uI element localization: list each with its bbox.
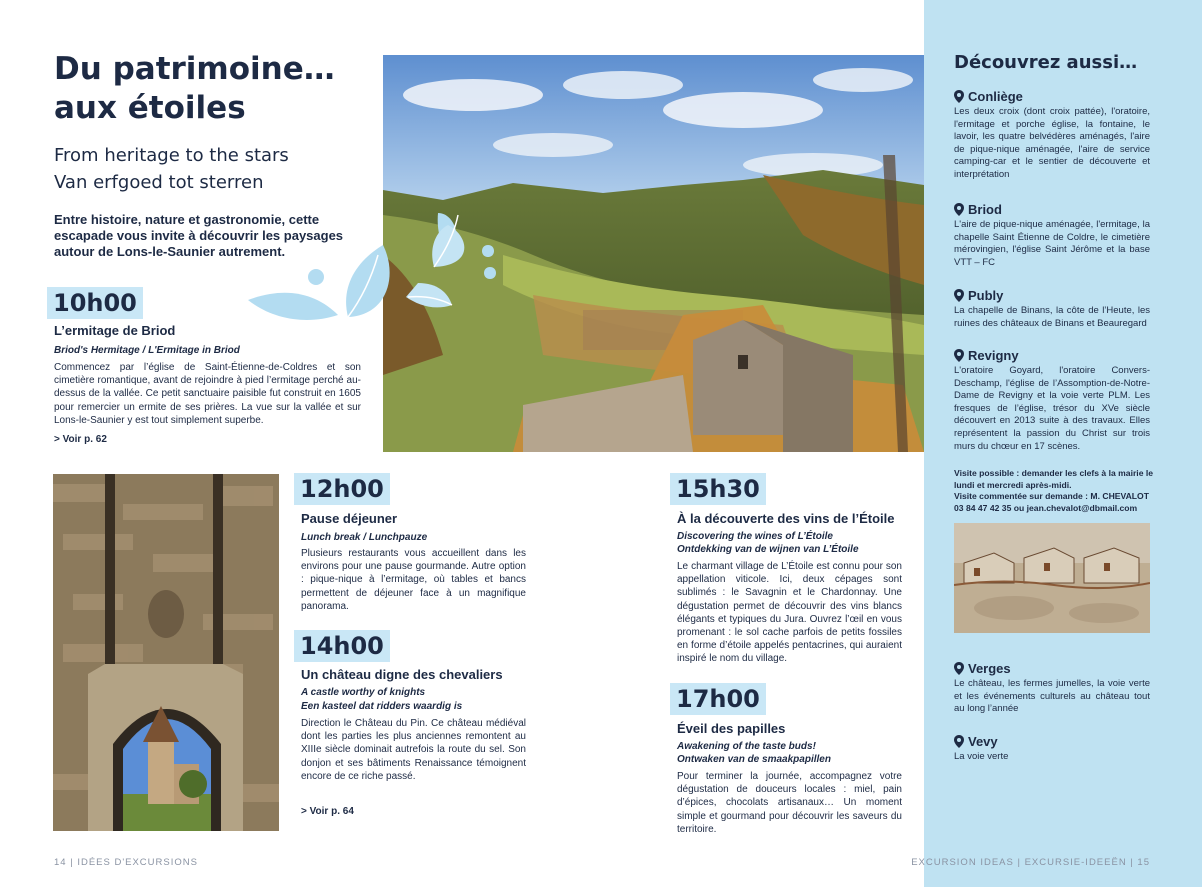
stop-description: Commencez par l’église de Saint-Étienne-de-Coldres et son cimetière romantique, avant de rejoindre à pied l’ermitage perché au-dessus de la vallée. Ce petit sanctuaire paisible fut construit en 1605 pour remercier un ermite de ses prières. La vue sur la vallée et sur Lons-le-Saunier y est tout simplement superbe. <box>54 362 361 426</box>
visit-keys: Visite possible : demander les clefs à la mairie le lundi et mercredi après-midi. <box>954 468 1154 490</box>
place-vevy <box>954 734 1150 764</box>
place-description: Les deux croix (dont croix pattée), l'oratoire, l'ermitage et porche église, la fontaine, le lavoir, les quatre belvédères aménagés, l'aire de pique-nique aménagée, l'aire de service camping-car et le sentier de découverte et interprétation <box>954 106 1150 180</box>
place-name: Conliège <box>968 89 1023 104</box>
place-name: Vevy <box>968 734 998 749</box>
time-badge-10h00: 10h00 <box>47 287 143 319</box>
place-name: Revigny <box>968 348 1019 363</box>
location-pin-icon <box>954 90 964 103</box>
location-pin-icon <box>954 289 964 302</box>
place-description: Le château, les fermes jumelles, la voie verte et les événements culturels au château tout au long l’année <box>954 678 1150 715</box>
place-publy <box>954 288 1150 330</box>
place-verges <box>954 661 1150 716</box>
stop-subtitle: A castle worthy of knights <box>301 687 426 698</box>
visit-contact: 03 84 47 42 35 ou jean.chevalot@dbmail.com <box>954 502 1138 513</box>
stop-description: Direction le Château du Pin. Ce château médiéval dont les parties les plus anciennes remontent au XIIIe siècle dominait autrefois la route du sel. Son donjon et ses bâtiments Renaissance témoignent encore de ce riche passé. <box>301 718 526 782</box>
stop-description: Plusieurs restaurants vous accueillent dans les environs pour une pause gourmande. Autre option : pique-nique à l’ermitage, où tables et bancs permettent de déjeuner face à un magnifique panorama. <box>301 548 526 612</box>
stop-title: Pause déjeuner <box>301 511 398 526</box>
place-description: La chapelle de Binans, la côte de l’Heute, les ruines des châteaux de Binans et Beauregard <box>954 305 1150 329</box>
visit-info <box>954 468 1154 514</box>
stop-title: Un château digne des chevaliers <box>301 667 503 682</box>
visit-guided: Visite commentée sur demande : M. CHEVALOT <box>954 491 1149 501</box>
stop-subtitle: Lunch break / Lunchpauze <box>301 532 428 543</box>
fresco-photo <box>954 523 1150 633</box>
place-name: Briod <box>968 202 1002 217</box>
footer-left: 14 | IDÉES D'EXCURSIONS <box>54 857 198 868</box>
location-pin-icon <box>954 662 964 675</box>
place-description: L'aire de pique-nique aménagée, l'ermitage, la chapelle Saint Étienne de Coldre, le cimetière mérovingien, l'église Saint Jérôme et la base VTT – FC <box>954 219 1150 268</box>
time-badge-15h30: 15h30 <box>670 473 766 505</box>
place-revigny <box>954 348 1150 453</box>
page-title: Du patrimoine… aux étoiles <box>54 51 335 126</box>
stop-subtitle-nl: Ontdekking van de wijnen van L’Étoile <box>677 544 859 555</box>
stop-description: Le charmant village de L’Étoile est connu pour son appellation viticole. Ici, deux cépages sont sublimés : le Savagnin et le Chardonnay. Une dégustation permet de découvrir des vins blancs élégants et typiques du Jura. Ouvrez l’œil en vous promenant : le sol cache parfois de petits fossiles en forme d’étoile appelés pentacrines, qui auraient inspiré le nom du village. <box>677 561 902 665</box>
subtitle-en: From heritage to the stars <box>54 145 289 166</box>
place-name: Verges <box>968 661 1011 676</box>
location-pin-icon <box>954 349 964 362</box>
sidebar-title: Découvrez aussi… <box>954 52 1138 73</box>
time-badge-12h00: 12h00 <box>294 473 390 505</box>
footer-right: EXCURSION IDEAS | EXCURSIE-IDEEËN | 15 <box>911 857 1150 868</box>
place-briod <box>954 202 1150 269</box>
intro-text: Entre histoire, nature et gastronomie, cette escapade vous invite à découvrir les paysages autour de Lons-le-Saunier autrement. <box>54 212 344 259</box>
subtitle-nl: Van erfgoed tot sterren <box>54 172 264 193</box>
place-conliege <box>954 89 1150 182</box>
stop-title: Éveil des papilles <box>677 721 786 736</box>
place-name: Publy <box>968 288 1004 303</box>
stop-subtitle: Discovering the wines of L’Étoile <box>677 531 833 542</box>
place-description: La voie verte <box>954 751 1009 762</box>
leaf-decoration-icon <box>248 205 508 335</box>
stop-subtitle-nl: Ontwaken van de smaakpapillen <box>677 754 831 765</box>
time-badge-17h00: 17h00 <box>670 683 766 715</box>
stop-title: L’ermitage de Briod <box>54 323 176 338</box>
chateau-photo <box>53 474 279 831</box>
stop-description: Pour terminer la journée, accompagnez votre dégustation de douceurs locales : miel, pain d’épices, chocolats artisanaux… Un moment simple et gourmand pour découvrir les saveurs du territoire. <box>677 771 902 835</box>
time-badge-14h00: 14h00 <box>294 630 390 662</box>
see-page-link[interactable]: > Voir p. 62 <box>54 434 107 445</box>
stop-subtitle: Awakening of the taste buds! <box>677 741 816 752</box>
stop-subtitle: Briod's Hermitage / L'Ermitage in Briod <box>54 345 240 356</box>
stop-title: À la découverte des vins de l’Étoile <box>677 511 895 526</box>
stop-subtitle-nl: Een kasteel dat ridders waardig is <box>301 701 463 712</box>
location-pin-icon <box>954 735 964 748</box>
location-pin-icon <box>954 203 964 216</box>
place-description: L'oratoire Goyard, l'oratoire Convers-Deschamp, l'église de l’Assomption-de-Notre-Dame de Revigny et la voie verte PLM. Les fresques de l’église, trésor du XVe siècle découvert en 2013 suite à des travaux. Elles représentent la passion du Christ sur trois murs du chœur en 17 scènes. <box>954 365 1150 452</box>
see-page-link[interactable]: > Voir p. 64 <box>301 806 354 817</box>
